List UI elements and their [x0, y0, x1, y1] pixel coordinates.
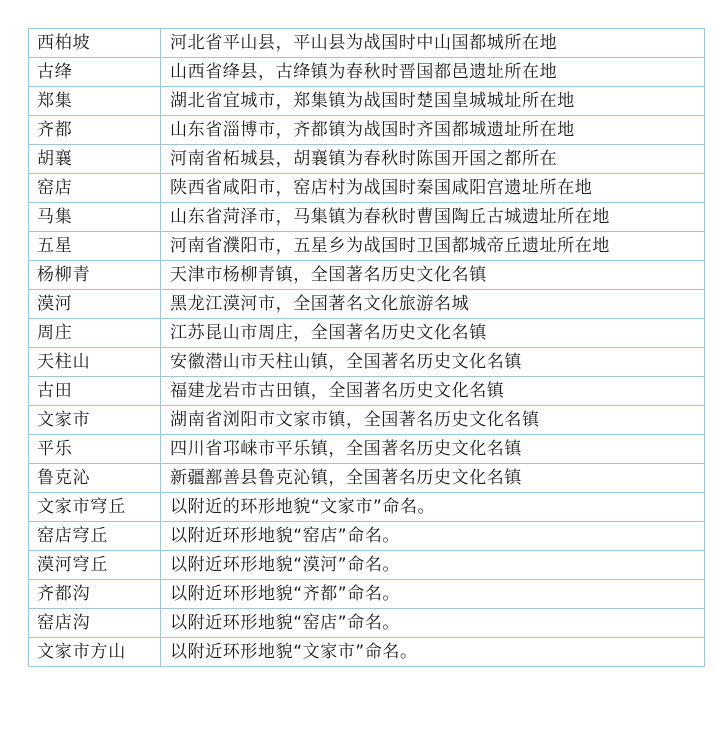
- description-cell: 以附近环形地貌“窑店”命名。: [161, 522, 705, 551]
- place-name-cell: 西柏坡: [29, 29, 161, 58]
- description-cell: 河南省柘城县，胡襄镇为春秋时陈国开国之都所在: [161, 145, 705, 174]
- table-row: [29, 261, 705, 290]
- description-cell: 安徽潜山市天柱山镇，全国著名历史文化名镇: [161, 348, 705, 377]
- place-name-cell: 窑店沟: [29, 609, 161, 638]
- place-name-cell: 杨柳青: [29, 261, 161, 290]
- place-name-cell: 文家市方山: [29, 638, 161, 667]
- place-name-cell: 文家市穹丘: [29, 493, 161, 522]
- description-cell: 黑龙江漠河市，全国著名文化旅游名城: [161, 290, 705, 319]
- place-name-cell: 五星: [29, 232, 161, 261]
- description-cell: 陕西省咸阳市，窑店村为战国时秦国咸阳宫遗址所在地: [161, 174, 705, 203]
- place-name-cell: 马集: [29, 203, 161, 232]
- table-row: [29, 290, 705, 319]
- table-body: [29, 29, 705, 667]
- description-cell: 湖南省浏阳市文家市镇，全国著名历史文化名镇: [161, 406, 705, 435]
- place-name-cell: 漠河: [29, 290, 161, 319]
- place-name-cell: 古田: [29, 377, 161, 406]
- place-name-table: [28, 28, 705, 667]
- table-row: [29, 145, 705, 174]
- table-row: [29, 29, 705, 58]
- place-name-cell: 周庄: [29, 319, 161, 348]
- table-row: [29, 522, 705, 551]
- description-cell: 河北省平山县，平山县为战国时中山国都城所在地: [161, 29, 705, 58]
- description-cell: 以附近环形地貌“窑店”命名。: [161, 609, 705, 638]
- description-cell: 以附近的环形地貌“文家市”命名。: [161, 493, 705, 522]
- description-cell: 河南省濮阳市，五星乡为战国时卫国都城帝丘遗址所在地: [161, 232, 705, 261]
- table-row: [29, 116, 705, 145]
- document-page: [28, 28, 705, 667]
- table-row: [29, 319, 705, 348]
- place-name-cell: 天柱山: [29, 348, 161, 377]
- table-row: [29, 174, 705, 203]
- table-row: [29, 406, 705, 435]
- table-row: [29, 638, 705, 667]
- description-cell: 以附近环形地貌“文家市”命名。: [161, 638, 705, 667]
- description-cell: 四川省邛崃市平乐镇，全国著名历史文化名镇: [161, 435, 705, 464]
- place-name-cell: 鲁克沁: [29, 464, 161, 493]
- description-cell: 山东省菏泽市，马集镇为春秋时曹国陶丘古城遗址所在地: [161, 203, 705, 232]
- place-name-cell: 古绛: [29, 58, 161, 87]
- description-cell: 新疆鄯善县鲁克沁镇，全国著名历史文化名镇: [161, 464, 705, 493]
- table-row: [29, 348, 705, 377]
- place-name-cell: 平乐: [29, 435, 161, 464]
- description-cell: 山东省淄博市，齐都镇为战国时齐国都城遗址所在地: [161, 116, 705, 145]
- description-cell: 福建龙岩市古田镇，全国著名历史文化名镇: [161, 377, 705, 406]
- table-row: [29, 377, 705, 406]
- table-row: [29, 87, 705, 116]
- description-cell: 天津市杨柳青镇，全国著名历史文化名镇: [161, 261, 705, 290]
- table-row: [29, 609, 705, 638]
- description-cell: 江苏昆山市周庄，全国著名历史文化名镇: [161, 319, 705, 348]
- table-row: [29, 464, 705, 493]
- place-name-cell: 胡襄: [29, 145, 161, 174]
- table-row: [29, 580, 705, 609]
- place-name-cell: 郑集: [29, 87, 161, 116]
- table-row: [29, 435, 705, 464]
- place-name-cell: 齐都: [29, 116, 161, 145]
- description-cell: 山西省绛县，古绛镇为春秋时晋国都邑遗址所在地: [161, 58, 705, 87]
- table-row: [29, 551, 705, 580]
- description-cell: 湖北省宜城市，郑集镇为战国时楚国皇城城址所在地: [161, 87, 705, 116]
- place-name-cell: 漠河穹丘: [29, 551, 161, 580]
- table-row: [29, 493, 705, 522]
- description-cell: 以附近环形地貌“漠河”命名。: [161, 551, 705, 580]
- table-row: [29, 232, 705, 261]
- place-name-cell: 文家市: [29, 406, 161, 435]
- table-row: [29, 203, 705, 232]
- table-row: [29, 58, 705, 87]
- place-name-cell: 齐都沟: [29, 580, 161, 609]
- place-name-cell: 窑店: [29, 174, 161, 203]
- description-cell: 以附近环形地貌“齐都”命名。: [161, 580, 705, 609]
- place-name-cell: 窑店穹丘: [29, 522, 161, 551]
